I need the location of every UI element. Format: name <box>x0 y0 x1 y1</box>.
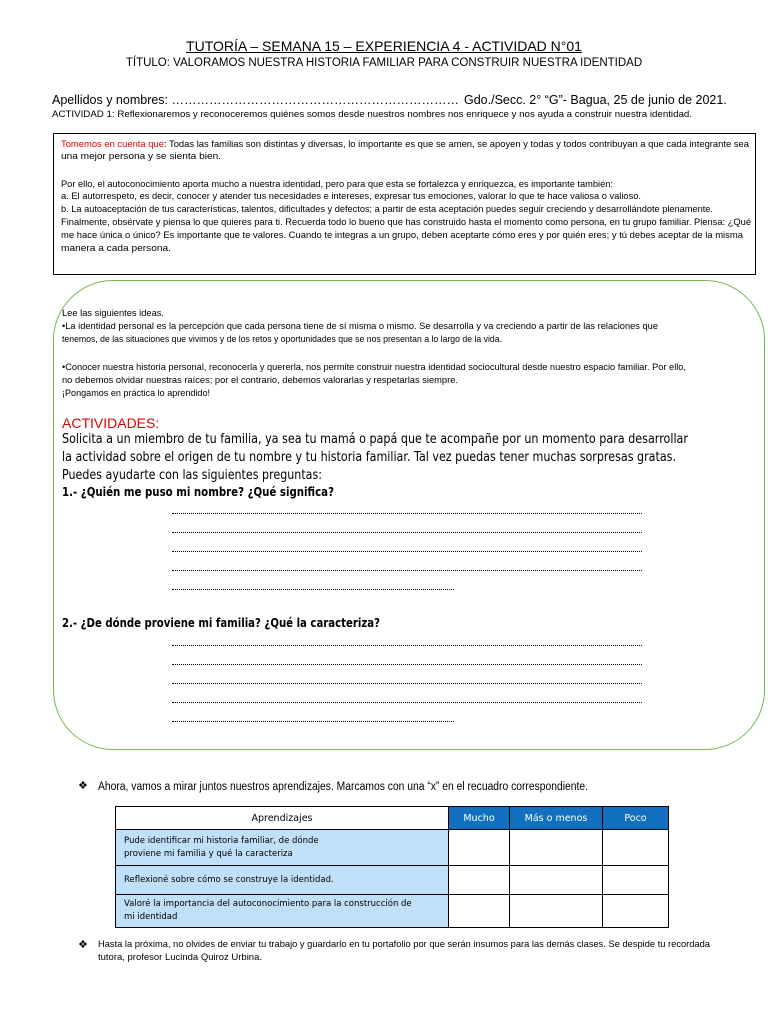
idea-line: •Conocer nuestra historia personal, reconocerla y quererla, nos permite construir nuestra identidad sociocultural desde nuestro espacio familiar. Por ello, <box>62 362 686 373</box>
cell-mucho[interactable] <box>449 895 510 928</box>
column-header-mas-o-menos: Más o menos <box>510 807 603 830</box>
note-line: Por ello, el autoconocimiento aporta mucho a nuestra identidad, pero para que esta se fortalezca y enriquezca, es importante también: <box>61 179 613 190</box>
cell-mucho[interactable] <box>449 866 510 895</box>
ideas-heading: Lee las siguientes ideas. <box>62 308 164 319</box>
answer-line[interactable] <box>172 513 642 514</box>
answer-line[interactable] <box>172 589 454 590</box>
column-header-poco: Poco <box>603 807 669 830</box>
cell-poco[interactable] <box>603 866 669 895</box>
activity-1-description: ACTIVIDAD 1: Reflexionaremos y reconoceremos quiénes somos desde nuestros nombres nos enriquece y nos ayuda a construir nuestra identidad. <box>52 109 692 120</box>
answer-line[interactable] <box>172 683 642 684</box>
activities-intro-line: la actividad sobre el origen de tu nombre y tu historia familiar. Tal vez puedas tener muchas sorpresas gratas. <box>62 450 676 465</box>
activities-intro-line: Solicita a un miembro de tu familia, ya sea tu mamá o papá que te acompañe por un momento para desarrollar <box>62 432 688 447</box>
table-row <box>116 895 669 928</box>
table-row <box>116 830 669 866</box>
answer-line[interactable] <box>172 702 642 703</box>
column-header-mucho: Mucho <box>449 807 510 830</box>
idea-line: no debemos olvidar nuestras raíces; por el contrario, debemos valorarlas y respetarlas siempre. <box>62 375 458 386</box>
cell-mas-o-menos[interactable] <box>510 830 603 866</box>
note-lead-highlight: Tomemos en cuenta que <box>61 139 164 150</box>
activities-title: ACTIVIDADES: <box>62 415 160 431</box>
idea-line: ¡Pongamos en práctica lo aprendido! <box>62 388 210 399</box>
cell-poco[interactable] <box>603 830 669 866</box>
activity-frame <box>53 280 765 750</box>
answer-line[interactable] <box>172 645 642 646</box>
cell-mas-o-menos[interactable] <box>510 866 603 895</box>
cell-poco[interactable] <box>603 895 669 928</box>
question-2: 2.- ¿De dónde proviene mi familia? ¿Qué la caracteriza? <box>62 616 380 630</box>
column-header-aprendizajes: Aprendizajes <box>116 807 449 830</box>
row-label: Reflexioné sobre cómo se construye la identidad. <box>116 866 449 895</box>
page-subtitle: TÍTULO: VALORAMOS NUESTRA HISTORIA FAMILIAR PARA CONSTRUIR NUESTRA IDENTIDAD <box>125 57 643 69</box>
note-line: b. La autoaceptación de tus características, talentos, dificultades y defectos; a partir de esta aceptación puedes seguir creciendo y desarrollándote plenamente. <box>61 204 713 215</box>
answer-line[interactable] <box>172 570 642 571</box>
row-label: Valoré la importancia del autoconocimiento para la construcción de mi identidad <box>116 895 449 928</box>
row-label: Pude identificar mi historia familiar, de dónde proviene mi familia y qué la caracteriza <box>116 830 449 866</box>
answer-line[interactable] <box>172 551 642 552</box>
self-eval-instruction: Ahora, vamos a mirar juntos nuestros aprendizajes. Marcamos con una “x” en el recuadro correspondiente. <box>98 781 588 793</box>
student-info-row <box>52 93 727 107</box>
grade-date: Gdo./Secc. 2° “G”- Bagua, 25 de junio de 2021. <box>464 93 727 107</box>
note-box <box>53 133 756 275</box>
note-line: Finalmente, obsérvate y piensa lo que quieres para ti. Recuerda todo lo bueno que has construido hasta el momento como persona, en tu grupo familiar. Piensa: ¿Qué <box>61 217 751 228</box>
self-eval-table <box>115 806 669 928</box>
answer-line[interactable] <box>172 721 454 722</box>
diamond-bullet-icon: ❖ <box>78 780 88 792</box>
note-lead-line2: una mejor persona y se sienta bien. <box>61 151 221 162</box>
idea-line: •La identidad personal es la percepción que cada persona tiene de sí misma o mismo. Se desarrolla y va creciendo a partir de las relaciones que <box>62 321 658 332</box>
question-1: 1.- ¿Quién me puso mi nombre? ¿Qué significa? <box>62 485 334 499</box>
note-line: me hace única o único? Es importante que te valores. Cuando te integras a un grupo, deben aceptarte cómo eres y por quién eres; y tú debes aceptar de la misma <box>61 230 743 241</box>
idea-line: tenemos, de las situaciones que vivimos y de los retos y oportunidades que se nos presentan a lo largo de la vida. <box>62 334 502 345</box>
answer-line[interactable] <box>172 532 642 533</box>
note-lead: Tomemos en cuenta que: Todas las familias son distintas y diversas, lo importante es que se amen, se apoyen y todas y todos contribuyan a que cada integrante sea <box>61 139 749 150</box>
cell-mas-o-menos[interactable] <box>510 895 603 928</box>
diamond-bullet-icon: ❖ <box>78 939 88 951</box>
note-line: a. El autorrespeto, es decir, conocer y atender tus necesidades e intereses, expresar tus emociones, valorar lo que te hace valiosa o valioso. <box>61 191 641 202</box>
closing-message: Hasta la próxima, no olvides de enviar tu trabajo y guardarlo en tu portafolio por que serán insumos para las demás clases. Se despide tu recordada tutora, profesor Lucinda Quiroz Urbina. <box>98 939 710 963</box>
cell-mucho[interactable] <box>449 830 510 866</box>
table-row <box>116 866 669 895</box>
page-title: TUTORÍA – SEMANA 15 – EXPERIENCIA 4 - ACTIVIDAD N°01 <box>186 38 582 54</box>
table-header-row <box>116 807 669 830</box>
note-line: manera a cada persona. <box>61 243 171 254</box>
answer-line[interactable] <box>172 664 642 665</box>
activities-intro-line: Puedes ayudarte con las siguientes preguntas: <box>62 468 322 483</box>
name-label: Apellidos y nombres: …………………………………………………………… <box>52 93 460 107</box>
